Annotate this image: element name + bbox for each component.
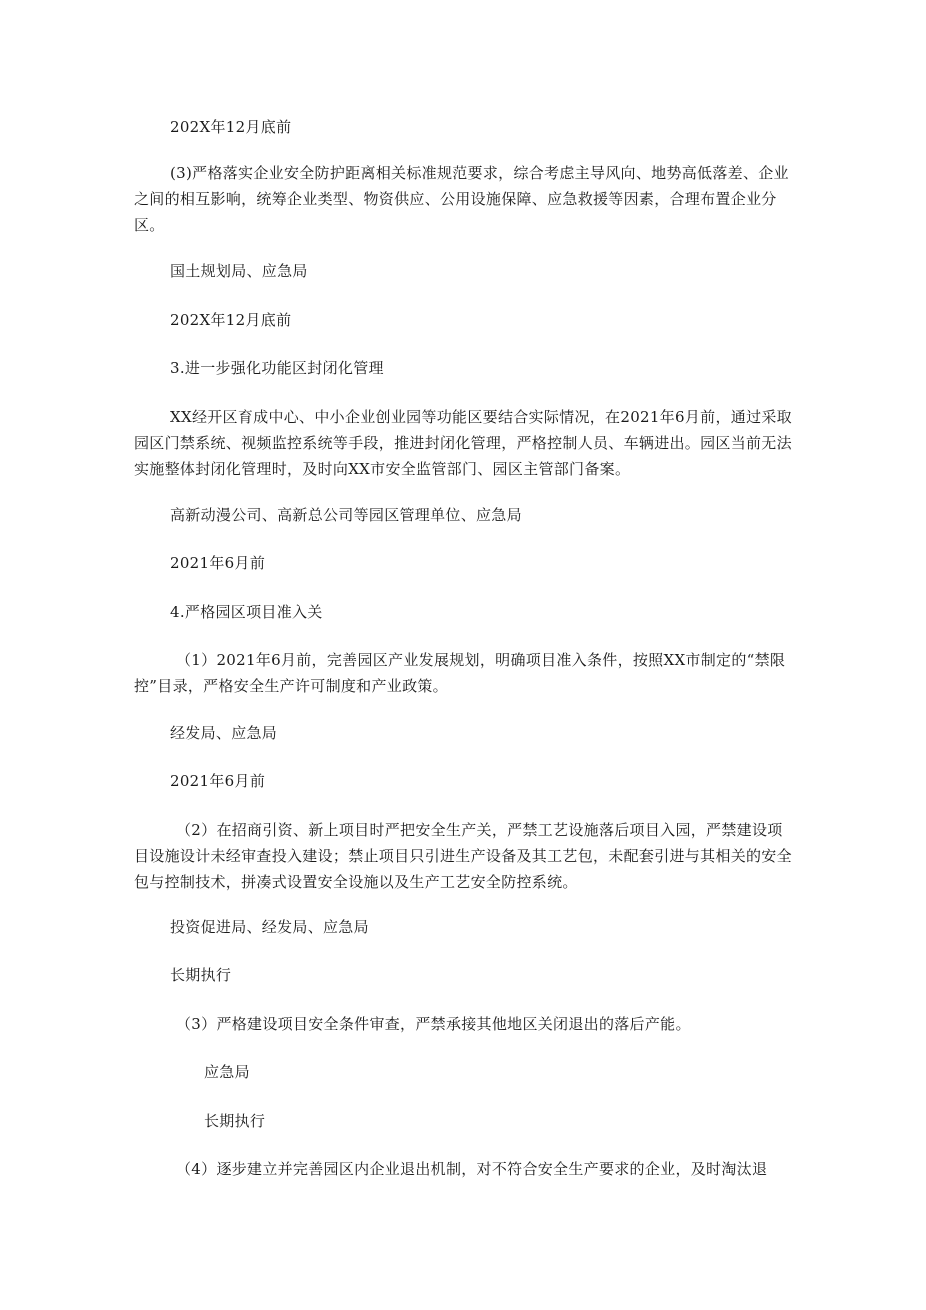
responsible-dept: 经发局、应急局	[170, 724, 278, 742]
paragraph-item-4-exit: （4）逐步建立并完善园区内企业退出机制，对不符合安全生产要求的企业，及时淘汰退	[176, 1160, 768, 1178]
deadline-line: 202X年12月底前	[170, 311, 292, 329]
paragraph-item-3-review: （3）严格建设项目安全条件审查，严禁承接其他地区关闭退出的落后产能。	[176, 1015, 691, 1033]
deadline-line: 202X年12月底前	[170, 118, 292, 136]
paragraph-item-1-planning: （1）2021年6月前，完善园区产业发展规划，明确项目准入条件，按照XX市制定的“禁限控”目录，严格安全生产许可制度和产业政策。	[134, 651, 786, 695]
responsible-dept: 高新动漫公司、高新总公司等园区管理单位、应急局	[170, 506, 522, 524]
responsible-dept: 国土规划局、应急局	[170, 262, 308, 280]
paragraph-closed-management: XX经开区育成中心、中小企业创业园等功能区要结合实际情况，在2021年6月前，通过采取园区门禁系统、视频监控系统等手段，推进封闭化管理，严格控制人员、车辆进出。园区当前无法实施整体封闭化管理时，及时向XX市安全监管部门、园区主管部门备案。	[134, 408, 792, 478]
deadline-line: 2021年6月前	[170, 772, 266, 790]
section-heading: 4.严格园区项目准入关	[170, 603, 323, 621]
deadline-line: 2021年6月前	[170, 554, 266, 572]
responsible-dept: 应急局	[204, 1063, 250, 1081]
deadline-line: 长期执行	[170, 966, 232, 984]
paragraph-item-3-layout: (3)严格落实企业安全防护距离相关标准规范要求，综合考虑主导风向、地势高低落差、企业之间的相互影响，统筹企业类型、物资供应、公用设施保障、应急救援等因素，合理布置企业分区。	[134, 164, 789, 234]
paragraph-item-2-investment: （2）在招商引资、新上项目时严把安全生产关，严禁工艺设施落后项目入园，严禁建设项目设施设计未经审查投入建设；禁止项目只引进生产设备及其工艺包，未配套引进与其相关的安全包与控制技术，拼凑式设置安全设施以及生产工艺安全防控系统。	[134, 821, 792, 891]
section-heading: 3.进一步强化功能区封闭化管理	[170, 359, 384, 377]
responsible-dept: 投资促进局、经发局、应急局	[170, 918, 369, 936]
deadline-line: 长期执行	[204, 1112, 266, 1130]
